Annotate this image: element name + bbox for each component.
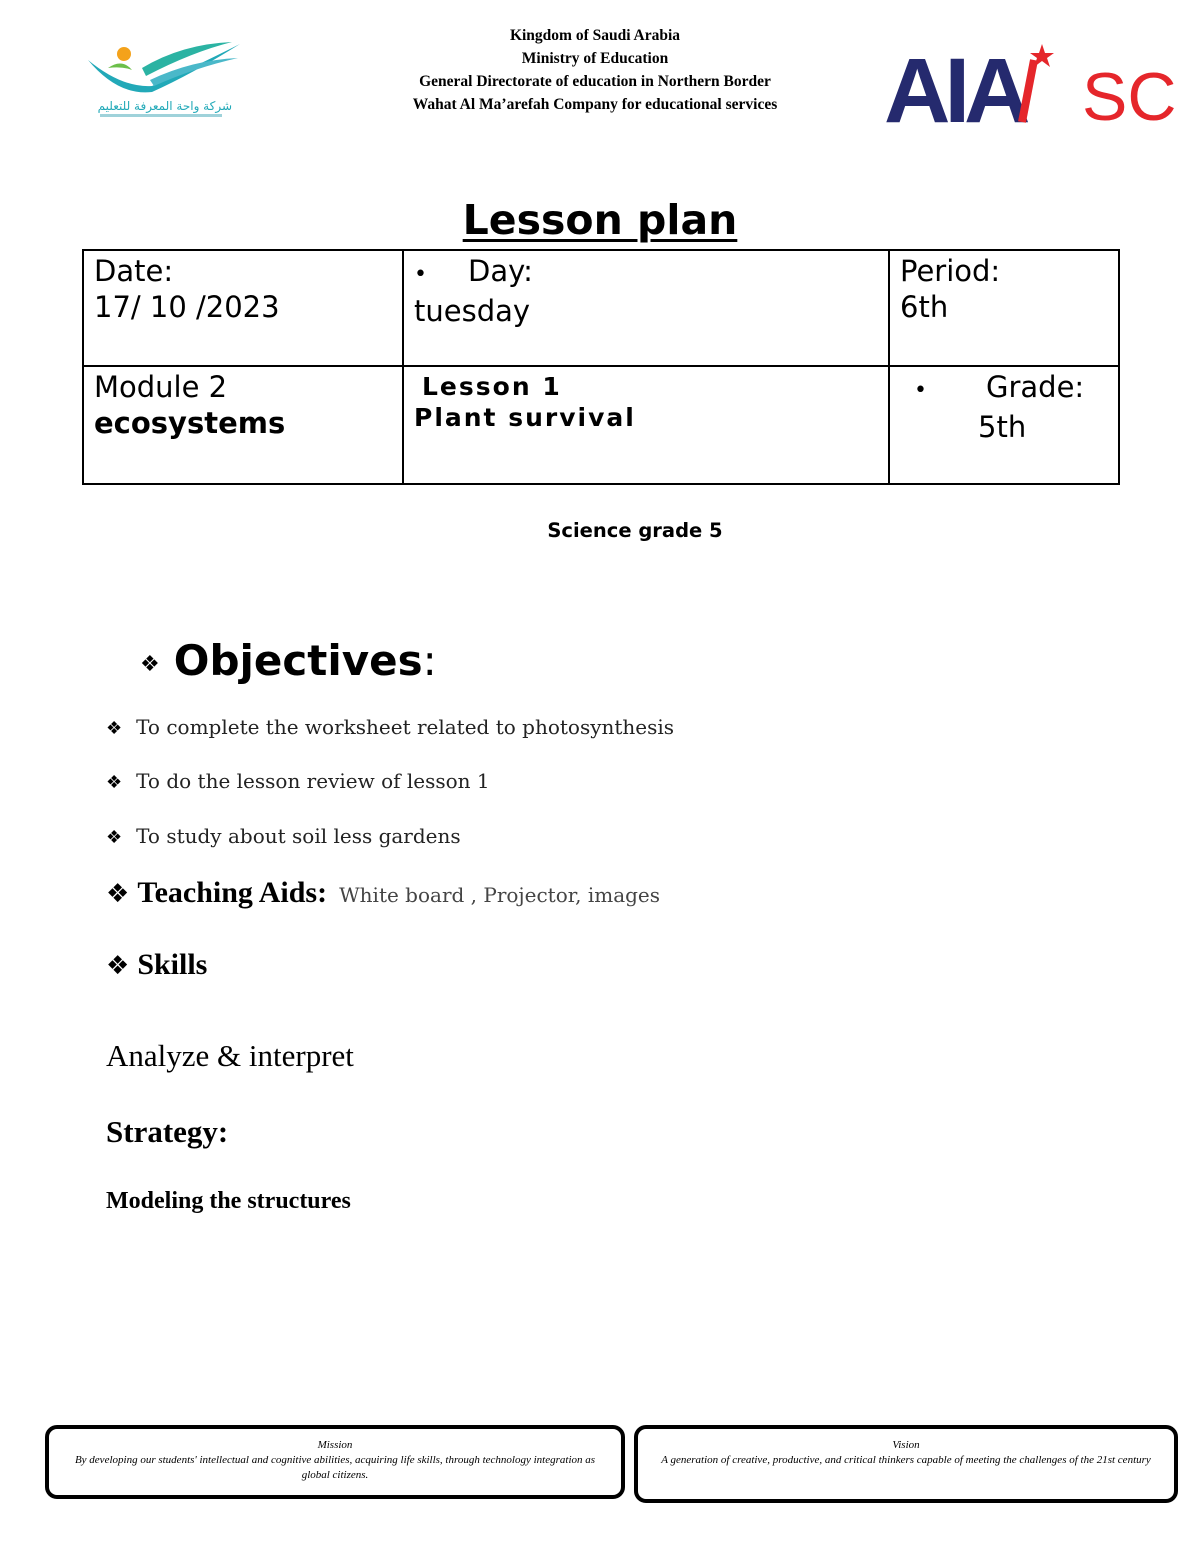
grade-cell xyxy=(889,366,1119,484)
diamond-bullet-icon: ❖ xyxy=(106,879,130,909)
vision-title: Vision xyxy=(892,1439,920,1451)
header-line-1: Kingdom of Saudi Arabia xyxy=(509,27,681,44)
vision-text: A generation of creative, productive, and critical thinkers capable of meeting the challenges of the 21st century xyxy=(661,1454,1151,1466)
header-line-3: General Directorate of education in Northern Border xyxy=(419,73,771,90)
bullet-icon: • xyxy=(414,262,427,287)
day-label: Day: xyxy=(468,254,533,288)
grade-label: Grade: xyxy=(986,370,1085,404)
vision-box xyxy=(634,1425,1178,1503)
diamond-bullet-icon: ❖ xyxy=(140,652,160,677)
company-logo-arabic-text: شركة واحة المعرفة للتعليم xyxy=(97,99,232,113)
mission-text: By developing our students' intellectual and cognitive abilities, acquiring life skills, through technology integration as global citizens. xyxy=(74,1454,596,1481)
strategy-value: Modeling the structures xyxy=(106,1188,351,1214)
teaching-aids-label: Teaching Aids: xyxy=(137,876,328,909)
skills-value: Analyze & interpret xyxy=(106,1038,354,1073)
aiasc-logo-suffix: SC xyxy=(1082,59,1174,130)
period-cell xyxy=(889,250,1119,366)
date-value: 17/ 10 /2023 xyxy=(94,290,280,324)
table-row xyxy=(83,250,1119,366)
diamond-bullet-icon: ❖ xyxy=(106,827,123,848)
subject-label: Science grade 5 xyxy=(547,519,723,542)
aiasc-logo xyxy=(884,40,1174,130)
objectives-colon: : xyxy=(422,636,437,685)
strategy-label: Strategy: xyxy=(106,1114,229,1149)
diamond-bullet-icon: ❖ xyxy=(106,772,123,793)
lesson-cell xyxy=(403,366,889,484)
grade-value: 5th xyxy=(978,410,1027,444)
mission-title: Mission xyxy=(317,1439,353,1451)
objectives-heading xyxy=(140,636,437,685)
header-line-2: Ministry of Education xyxy=(521,50,669,67)
lesson-info-table xyxy=(82,249,1120,485)
table-row xyxy=(83,366,1119,484)
objective-text: To do the lesson review of lesson 1 xyxy=(136,769,490,793)
aiasc-logo-main: AIA xyxy=(884,40,1025,130)
module-label: Module 2 xyxy=(94,370,228,404)
period-label: Period: xyxy=(900,254,1001,288)
list-item xyxy=(106,715,674,739)
list-item xyxy=(106,824,461,848)
day-value: tuesday xyxy=(414,294,531,328)
date-label: Date: xyxy=(94,254,174,288)
objective-text: To study about soil less gardens xyxy=(136,824,461,848)
header-institution-lines xyxy=(380,24,810,116)
lesson-value: Plant survival xyxy=(414,403,636,432)
teaching-aids-value: White board , Projector, images xyxy=(339,883,661,907)
diamond-bullet-icon: ❖ xyxy=(106,951,130,981)
date-cell xyxy=(83,250,403,366)
lesson-label: Lesson 1 xyxy=(422,372,562,401)
module-value: ecosystems xyxy=(94,406,286,440)
skills-label: Skills xyxy=(137,948,208,981)
page-title: Lesson plan xyxy=(462,196,738,244)
teaching-aids-line xyxy=(106,876,660,910)
period-value: 6th xyxy=(900,290,949,324)
objectives-heading-text: Objectives xyxy=(173,636,423,685)
objective-text: To complete the worksheet related to photosynthesis xyxy=(136,715,675,739)
skills-heading xyxy=(106,948,207,982)
module-cell xyxy=(83,366,403,484)
diamond-bullet-icon: ❖ xyxy=(106,718,123,739)
header-line-4: Wahat Al Ma’arefah Company for educational services xyxy=(412,96,778,113)
day-cell xyxy=(403,250,889,366)
mission-box xyxy=(45,1425,625,1499)
list-item xyxy=(106,769,490,793)
company-logo-left xyxy=(82,38,242,124)
bullet-icon: • xyxy=(914,378,927,403)
